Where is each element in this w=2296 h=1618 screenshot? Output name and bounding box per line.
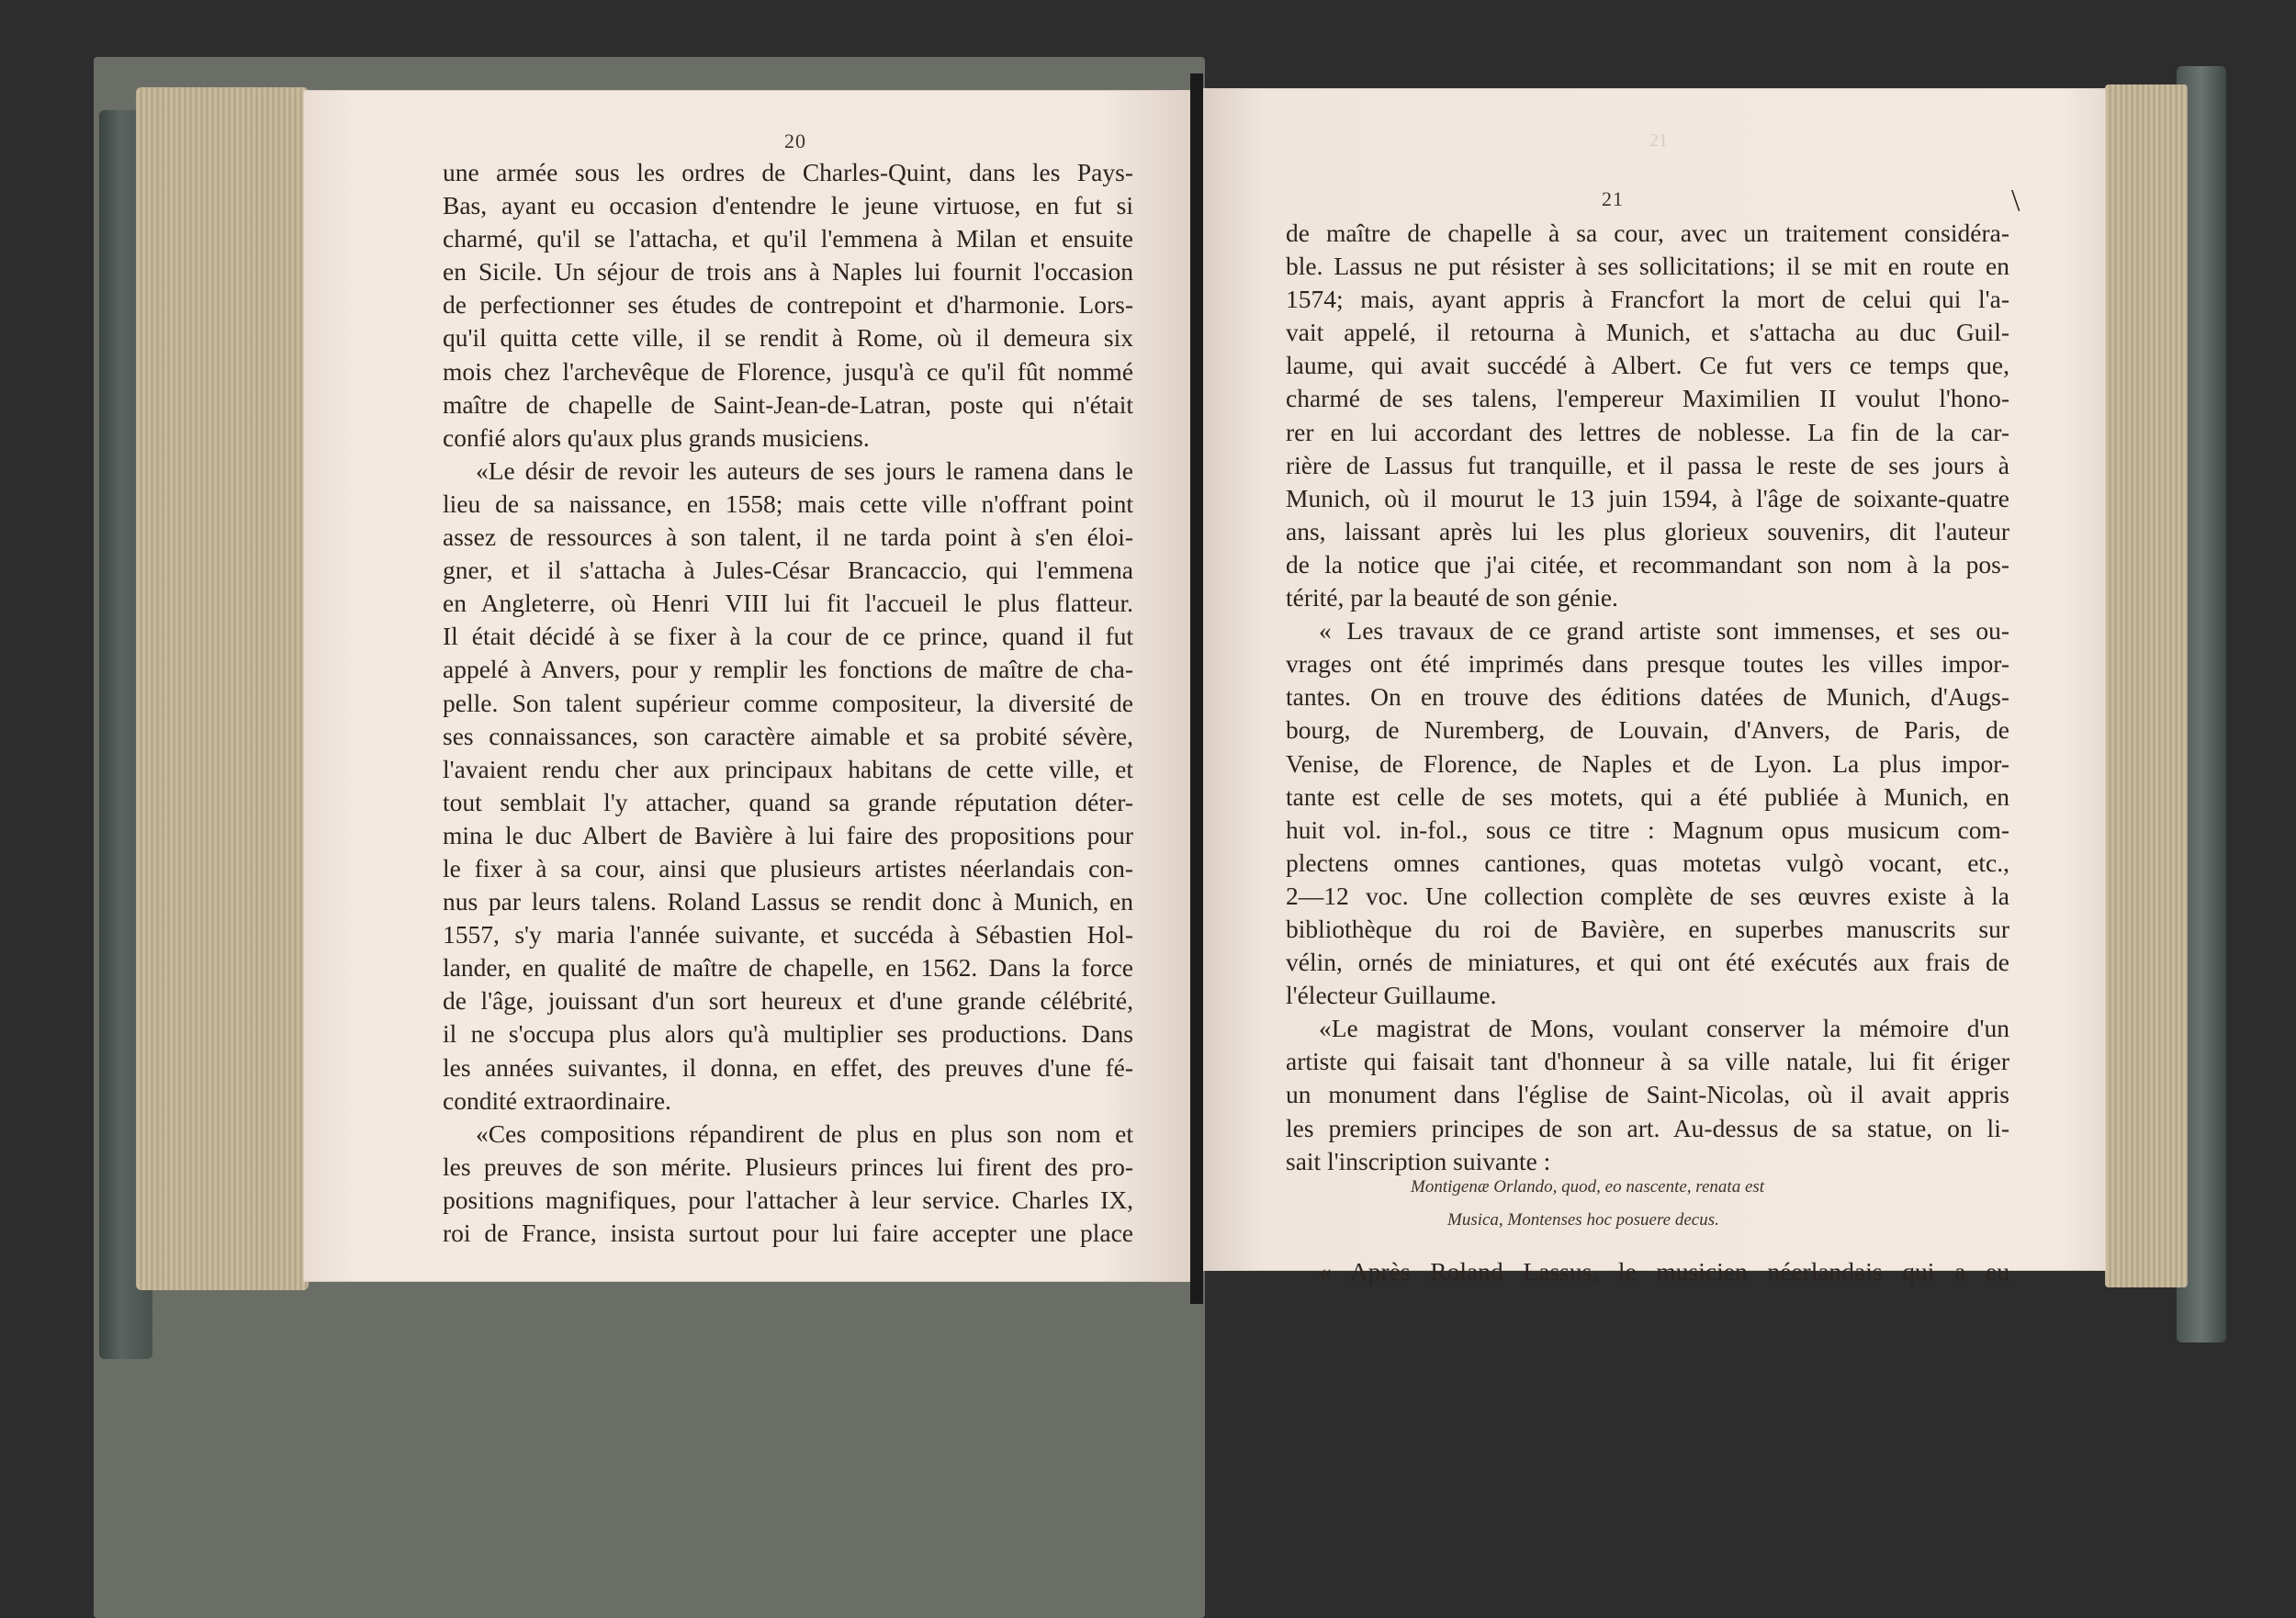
text-line: l'avaient rendu cher aux principaux habitans de cette ville, et xyxy=(443,754,1133,783)
text-line: térité, par la beauté de son génie. xyxy=(1286,583,1618,612)
text-line: assez de ressources à son talent, il ne tarda point à s'en éloi- xyxy=(443,522,1133,552)
text-line: charmé, qu'il se l'attacha, et qu'il l'emmena à Milan et ensuite xyxy=(443,224,1133,253)
text-line: maître de chapelle de Saint-Jean-de-Latran, poste qui n'était xyxy=(443,389,1133,419)
text-line: 1574; mais, ayant appris à Francfort la mort de celui qui l'a- xyxy=(1286,285,2009,314)
text-line: gner, et il s'attacha à Jules-César Brancaccio, qui l'emmena xyxy=(443,556,1133,585)
text-line: en Angleterre, où Henri VIII lui fit l'accueil le plus flatteur. xyxy=(443,589,1133,618)
text-line: «Ces compositions répandirent de plus en plus son nom et xyxy=(476,1118,1133,1148)
text-line: appelé à Anvers, pour y remplir les fonctions de maître de cha- xyxy=(443,655,1133,684)
text-line: il ne s'occupa plus alors qu'à multiplier ses productions. Dans xyxy=(443,1019,1133,1049)
text-line: ses connaissances, son caractère aimable et sa probité sévère, xyxy=(443,721,1133,750)
text-line: rière de Lassus fut tranquille, et il passa le reste de ses jours à xyxy=(1286,450,2009,479)
text-line: confié alors qu'aux plus grands musiciens. xyxy=(443,422,870,452)
text-line: les preuves de son mérite. Plusieurs princes lui firent des pro- xyxy=(443,1152,1133,1181)
text-line: le fixer à sa cour, ainsi que plusieurs artistes néerlandais con- xyxy=(443,853,1133,882)
text-line: huit vol. in-fol., sous ce titre : Magnum opus musicum com- xyxy=(1286,815,2009,844)
text-line: «Le magistrat de Mons, voulant conserver la mémoire d'un xyxy=(1319,1014,2009,1043)
text-line: qu'il quitta cette ville, il se rendit à Rome, où il demeura six xyxy=(443,323,1133,353)
text-line: tante est celle de ses motets, qui a été publiée à Munich, en xyxy=(1286,781,2009,811)
text-line: les années suivantes, il donna, en effet, des preuves d'une fé- xyxy=(443,1052,1133,1082)
text-line: 1557, s'y maria l'année suivante, et succéda à Sébastien Hol- xyxy=(443,920,1133,949)
text-line: de maître de chapelle à sa cour, avec un traitement considéra- xyxy=(1286,219,2009,247)
text-line: vélin, ornés de miniatures, et qui ont été exécutés aux frais de xyxy=(1286,948,2009,977)
text-line: lieu de sa naissance, en 1558; mais cette ville n'offrant point xyxy=(443,489,1133,518)
text-line: les premiers principes de son art. Au-dessus de sa statue, on li- xyxy=(1286,1113,2009,1142)
right-page-number: 21 xyxy=(1602,187,1624,210)
text-line: l'électeur Guillaume. xyxy=(1286,981,1497,1010)
text-line: vait appelé, il retourna à Munich, et s'attacha au duc Guil- xyxy=(1286,318,2009,347)
text-line: mina le duc Albert de Bavière à lui faire des propositions pour xyxy=(443,820,1133,849)
page-edges-left xyxy=(136,87,309,1290)
text-line: roi de France, insista surtout pour lui faire accepter une place xyxy=(443,1219,1133,1247)
page-edges-right xyxy=(2105,84,2188,1287)
text-line: tout semblait l'y attacher, quand sa grande réputation déter- xyxy=(443,787,1133,816)
text-line: artiste qui faisait tant d'honneur à sa ville natale, lui fit ériger xyxy=(1286,1047,2009,1076)
inscription-line: Musica, Montenses hoc posuere decus. xyxy=(1447,1210,1719,1230)
text-line: ble. Lassus ne put résister à ses sollicitations; il se mit en route en xyxy=(1286,252,2009,281)
text-line: en Sicile. Un séjour de trois ans à Naples lui fournit l'occasion xyxy=(443,257,1133,287)
left-page-number: 20 xyxy=(784,129,806,152)
text-line: «Le désir de revoir les auteurs de ses jours le ramena dans le xyxy=(476,455,1133,485)
text-line: vrages ont été imprimés dans presque toutes les villes impor- xyxy=(1286,649,2009,679)
text-line: 2—12 voc. Une collection complète de ses œuvres existe à la xyxy=(1286,881,2009,910)
text-line: bourg, de Nuremberg, de Louvain, d'Anvers, de Paris, de xyxy=(1286,715,2009,745)
text-line: de la notice que j'ai citée, et recommandant son nom à la pos- xyxy=(1286,549,2009,579)
text-line: une armée sous les ordres de Charles-Quint, dans les Pays- xyxy=(443,158,1133,186)
text-line: charmé de ses talens, l'empereur Maximilien II voulut l'hono- xyxy=(1286,384,2009,413)
text-line: rer en lui accordant des lettres de noblesse. La fin de la car- xyxy=(1286,417,2009,446)
text-line: Bas, ayant eu occasion d'entendre le jeune virtuose, en fut si xyxy=(443,191,1133,220)
latin-inscription xyxy=(1359,1171,1874,1237)
text-line: Munich, où il mourut le 13 juin 1594, à l'âge de soixante-quatre xyxy=(1286,483,2009,512)
text-line: mois chez l'archevêque de Florence, jusqu'à ce qu'il fût nommé xyxy=(443,356,1133,386)
text-line: Il était décidé à se fixer à la cour de ce prince, quand il fut xyxy=(443,622,1133,651)
text-line: un monument dans l'église de Saint-Nicolas, où il avait appris xyxy=(1286,1080,2009,1109)
right-page-bleed-through-number: 21 xyxy=(1649,130,1668,151)
text-line: lander, en qualité de maître de chapelle, en 1562. Dans la force xyxy=(443,953,1133,983)
text-line: positions magnifiques, pour l'attacher à leur service. Charles IX, xyxy=(443,1185,1133,1214)
closing-paragraph xyxy=(1286,1255,2009,1288)
text-line: tantes. On en trouve des éditions datées de Munich, d'Augs- xyxy=(1286,682,2009,712)
text-line: de perfectionner ses études de contrepoint et d'harmonie. Lors- xyxy=(443,290,1133,320)
text-line: « Après Roland Lassus, le musicien néerlandais qui a eu xyxy=(1319,1257,2009,1286)
text-line: ans, laissant après lui les plus glorieux souvenirs, dit l'auteur xyxy=(1286,516,2009,545)
text-line: pelle. Son talent supérieur comme compositeur, la diversité de xyxy=(443,688,1133,717)
right-page-text xyxy=(1286,217,2009,1178)
text-line: bibliothèque du roi de Bavière, en superbes manuscrits sur xyxy=(1286,914,2009,943)
book-gutter xyxy=(1190,73,1203,1304)
text-line: laume, qui avait succédé à Albert. Ce fut vers ce temps que, xyxy=(1286,351,2009,380)
text-line: nus par leurs talens. Roland Lassus se rendit donc à Munich, en xyxy=(443,887,1133,916)
text-line: Venise, de Florence, de Naples et de Lyon. La plus impor- xyxy=(1286,748,2009,778)
left-page-text xyxy=(443,156,1133,1250)
text-line: condité extraordinaire. xyxy=(443,1085,671,1115)
margin-mark: \ xyxy=(2011,184,2020,218)
text-line: sait l'inscription suivante : xyxy=(1286,1146,1551,1175)
text-line: de l'âge, jouissant d'un sort heureux et d'une grande célébrité, xyxy=(443,986,1133,1016)
inscription-line: Montigenæ Orlando, quod, eo nascente, renata est xyxy=(1411,1177,1765,1197)
text-line: « Les travaux de ce grand artiste sont immenses, et ses ou- xyxy=(1319,616,2009,646)
text-line: plectens omnes cantiones, quas motetas vulgò vocant, etc., xyxy=(1286,848,2009,877)
